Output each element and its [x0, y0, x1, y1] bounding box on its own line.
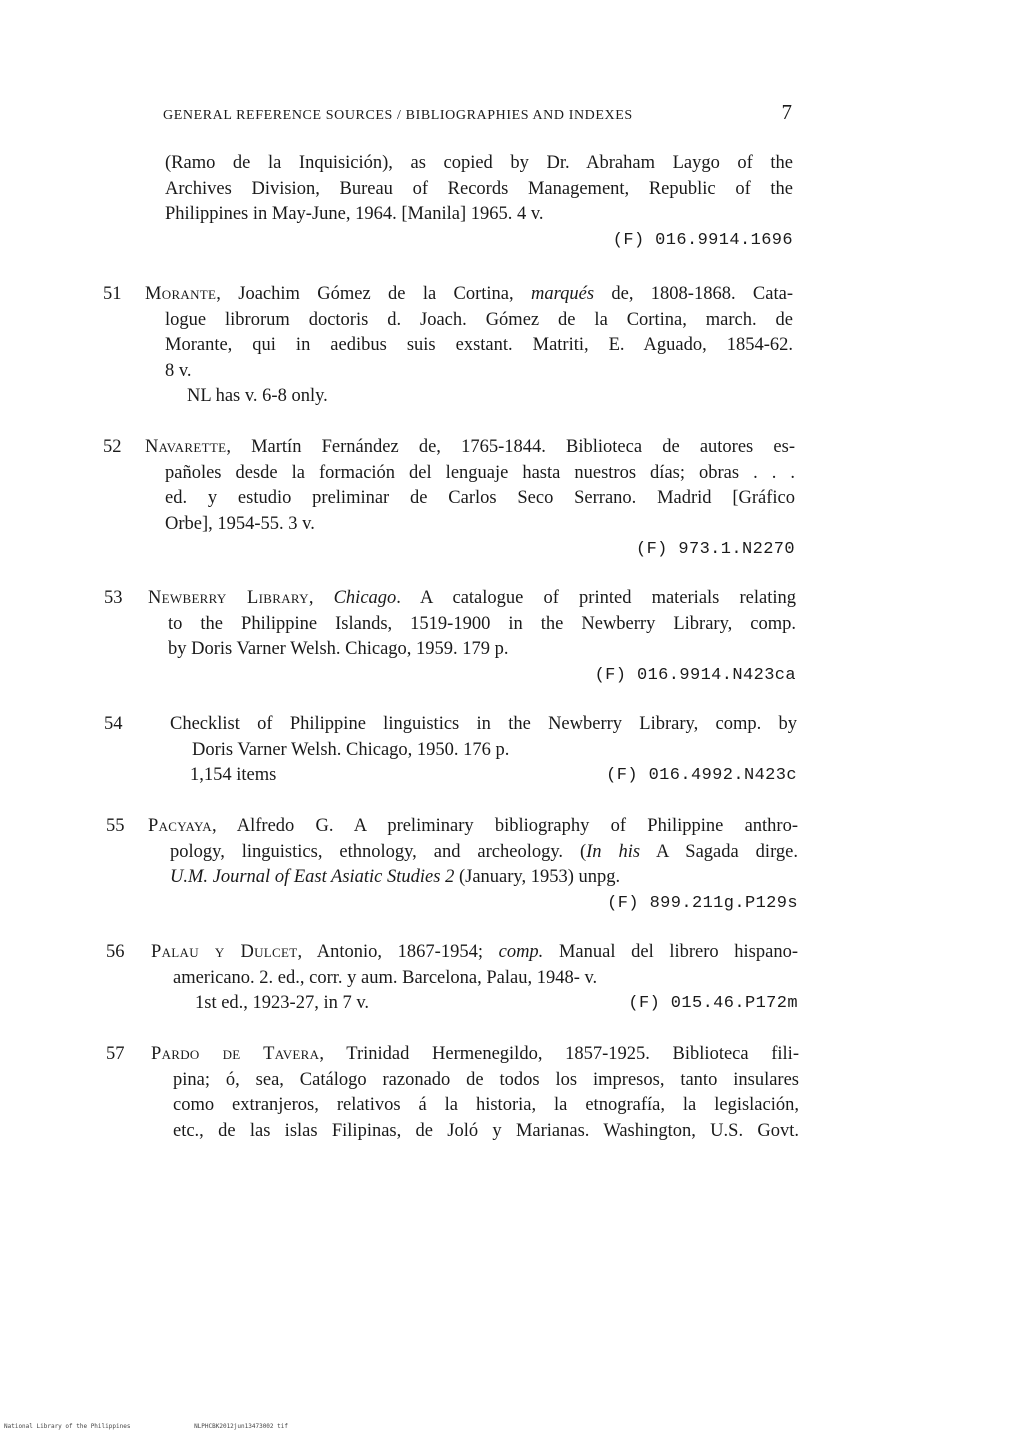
entry-line: Orbe], 1954-55. 3 v. — [165, 513, 315, 534]
entry-first-line — [148, 814, 798, 840]
entry-author: Newberry Library — [148, 588, 309, 608]
call-number: (F) 016.9914.1696 — [612, 230, 793, 250]
entry-continuation — [165, 151, 793, 253]
entry-56 — [106, 940, 799, 1017]
entry-author: Palau y Dulcet — [151, 942, 298, 962]
entry-italic: Chicago — [333, 588, 397, 608]
entry-note-row — [195, 991, 798, 1017]
entry-text: de, 1808-1868. Cata- — [594, 284, 793, 304]
entry-line: Philippines in May-June, 1964. [Manila] 1965. 4 v. — [165, 204, 544, 224]
scan-footer — [4, 1423, 348, 1430]
entry-53 — [104, 586, 797, 688]
entry-line: como extranjeros, relativos á la historia, la etnografía, la legislación, — [173, 1095, 799, 1115]
call-number: (F) 015.46.P172m — [628, 994, 798, 1013]
entry-author: Morante — [145, 284, 217, 304]
entry-text: , Alfredo G. A preliminary bibliography of Philippine anthro- — [211, 816, 798, 836]
entry-line: americano. 2. ed., corr. y aum. Barcelona, Palau, 1948- v. — [173, 967, 598, 988]
entry-number: 57 — [106, 1044, 125, 1064]
entry-note: 1st ed., 1923-27, in 7 v. — [195, 993, 370, 1013]
entry-number: 53 — [104, 588, 123, 608]
footer-file-id: NLPHCBK2012jun13473002 tif — [194, 1423, 288, 1430]
entry-first-line — [170, 712, 797, 738]
entry-text: , Martín Fernández de, 1765-1844. Biblioteca de autores es- — [226, 437, 795, 457]
entry-number: 51 — [103, 284, 122, 304]
entry-54 — [104, 712, 797, 789]
entry-line: Doris Varner Welsh. Chicago, 1950. 176 p. — [192, 739, 510, 760]
entry-number: 55 — [106, 816, 125, 836]
entry-italic: marqués — [530, 284, 595, 304]
page-number: 7 — [781, 100, 792, 124]
entry-number: 52 — [103, 437, 122, 457]
entry-line: by Doris Varner Welsh. Chicago, 1959. 179 p. — [168, 639, 509, 659]
entry-57 — [106, 1042, 799, 1144]
entry-italic: U.M. Journal of East Asiatic Studies 2 — [170, 867, 455, 887]
footer-library: National Library of the Philippines — [4, 1423, 131, 1430]
entry-note: 1,154 items — [190, 765, 277, 785]
entry-line: pina; ó, sea, Catálogo razonado de todos los impresos, tanto insulares — [173, 1069, 799, 1090]
call-number: (F) 016.9914.N423ca — [594, 665, 796, 685]
entry-text: . A catalogue of printed materials relating — [396, 588, 797, 608]
entry-55 — [106, 814, 798, 916]
entry-number: 56 — [106, 942, 125, 962]
entry-line: pañoles desde la formación del lenguaje hasta nuestros días; obras . . . — [165, 462, 795, 483]
entry-line: (Ramo de la Inquisición), as copied by Dr. Abraham Laygo of the — [165, 153, 793, 173]
entry-line — [170, 840, 798, 866]
entry-author: Navarette — [145, 437, 227, 457]
entry-line: ed. y estudio preliminar de Carlos Seco Serrano. Madrid [Gráfico — [165, 488, 795, 508]
entry-51 — [103, 282, 793, 410]
entry-text: , Joachim Gómez de la Cortina, — [216, 284, 531, 304]
entry-number: 54 — [104, 714, 123, 734]
call-number: (F) 899.211g.P129s — [607, 893, 798, 913]
entry-text: Checklist of Philippine linguistics in the Newberry Library, comp. by — [170, 714, 797, 734]
entry-line: Archives Division, Bureau of Records Management, Republic of the — [165, 178, 793, 199]
entry-text: , Antonio, 1867-1954; — [297, 942, 499, 962]
entry-line: etc., de las islas Filipinas, de Joló y Marianas. Washington, U.S. Govt. — [173, 1120, 799, 1141]
call-number: (F) 973.1.N2270 — [635, 540, 795, 559]
entry-52 — [103, 435, 795, 563]
entry-text: A Sagada dirge. — [640, 841, 798, 862]
entry-italic: In his — [586, 841, 641, 862]
entry-note-row — [190, 763, 797, 789]
running-header — [163, 100, 798, 124]
entry-italic: comp. — [498, 942, 544, 962]
entry-first-line — [145, 282, 793, 308]
entry-author: Pacyaya — [148, 816, 212, 836]
entry-first-line: Newberry Library, Chicago. A catalogue of printed materials relating — [148, 588, 797, 608]
entry-line: logue librorum doctoris d. Joach. Gómez de la Cortina, march. de — [165, 309, 793, 330]
entry-line: Morante, qui in aedibus suis exstant. Matriti, E. Aguado, 1854-62. — [165, 335, 793, 355]
entry-note: NL has v. 6-8 only. — [187, 386, 328, 406]
entry-first-line — [151, 940, 798, 966]
entry-line — [170, 865, 798, 891]
entry-text: , Trinidad Hermenegildo, 1857-1925. Biblioteca fili- — [319, 1044, 799, 1064]
entry-first-line — [151, 1042, 799, 1068]
entry-text: Manual del librero hispano- — [543, 942, 799, 962]
entry-text: pology, linguistics, ethnology, and archeology. ( — [170, 841, 587, 862]
entry-author: Pardo de Tavera — [151, 1044, 320, 1064]
entry-first-line — [145, 435, 795, 461]
entry-line: to the Philippine Islands, 1519-1900 in the Newberry Library, comp. — [168, 613, 796, 634]
call-number: (F) 016.4992.N423c — [606, 766, 797, 785]
running-title: GENERAL REFERENCE SOURCES / BIBLIOGRAPHIES AND INDEXES — [163, 108, 633, 123]
entry-line: 8 v. — [165, 360, 192, 381]
entry-text: (January, 1953) unpg. — [454, 867, 621, 887]
